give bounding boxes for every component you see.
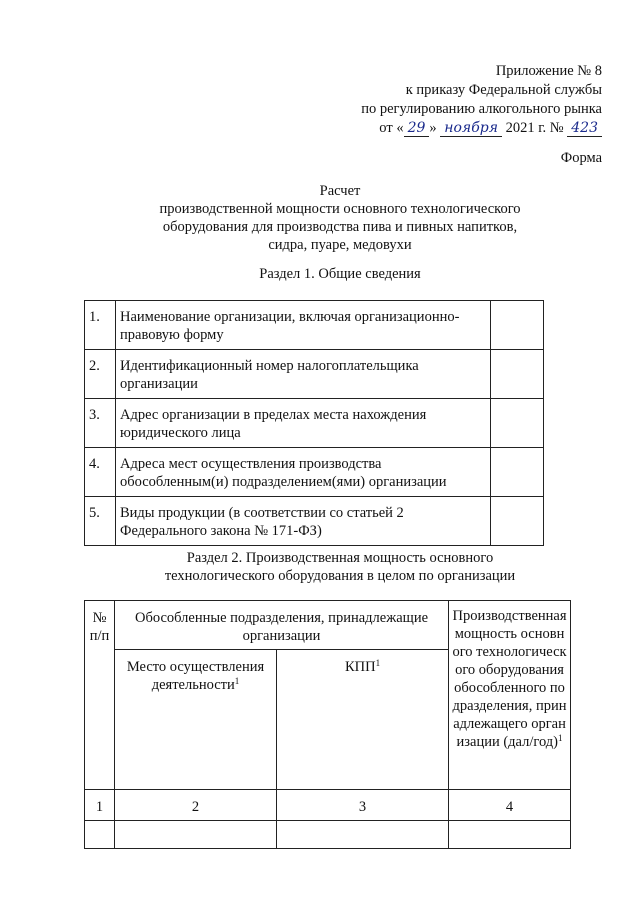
row-label: Адрес организации в пределах места нахождения юридического лица <box>116 399 491 448</box>
index-cell: 1 <box>85 790 115 821</box>
handwritten-number: 423 <box>567 121 602 137</box>
capacity-table <box>84 600 571 849</box>
index-cell: 3 <box>277 790 449 821</box>
row-label: Адреса мест осуществления производства обособленным(и) подразделением(ями) организации <box>116 448 491 497</box>
table-row <box>85 448 544 497</box>
date-quote-close: » <box>429 120 437 136</box>
title-line-3: оборудования для производства пива и пивных напитков, <box>162 219 518 235</box>
table-row <box>85 497 544 546</box>
column-index-row <box>85 790 571 821</box>
header-kpp <box>277 650 449 790</box>
data-cell[interactable] <box>115 821 277 849</box>
header-capacity-text: Производственная мощность основного технологического оборудования обособленного подразделения, принадлежащего организации (дал/год) <box>452 608 567 750</box>
header-kpp-text: КПП <box>344 659 376 675</box>
row-number: 4. <box>85 448 116 497</box>
section2-title-line-2: технологического оборудования в целом по организации <box>164 568 516 584</box>
footnote-mark: 1 <box>375 658 381 668</box>
row-label: Идентификационный номер налогоплательщика организации <box>116 350 491 399</box>
row-value-cell[interactable] <box>491 350 544 399</box>
header-place <box>115 650 277 790</box>
date-prefix: от « <box>379 120 404 136</box>
table-row <box>85 399 544 448</box>
index-cell: 4 <box>449 790 571 821</box>
header-subdivisions: Обособленные подразделения, принадлежащие организации <box>115 601 449 650</box>
appendix-header <box>361 62 602 138</box>
handwritten-month: ноября <box>440 121 502 137</box>
row-label: Виды продукции (в соответствии со статьей 2 Федерального закона № 171-ФЗ) <box>116 497 491 546</box>
general-info-table <box>84 300 544 546</box>
row-value-cell[interactable] <box>491 301 544 350</box>
data-cell[interactable] <box>449 821 571 849</box>
section2-title-line-1: Раздел 2. Производственная мощность основного <box>186 550 494 566</box>
appendix-line-3: по регулированию алкогольного рынка <box>361 101 602 117</box>
footnote-mark: 1 <box>234 676 240 686</box>
row-number: 1. <box>85 301 116 350</box>
row-label: Наименование организации, включая организационно-правовую форму <box>116 301 491 350</box>
document-title <box>90 182 590 254</box>
title-line-2: производственной мощности основного технологического <box>159 201 521 217</box>
row-value-cell[interactable] <box>491 497 544 546</box>
section2-title <box>90 549 590 585</box>
row-value-cell[interactable] <box>491 399 544 448</box>
title-line-1: Расчет <box>319 183 361 199</box>
appendix-line-2: к приказу Федеральной службы <box>405 82 602 98</box>
form-label: Форма <box>560 150 602 166</box>
footnote-mark: 1 <box>558 733 563 743</box>
table-row <box>85 350 544 399</box>
row-number: 5. <box>85 497 116 546</box>
section1-title: Раздел 1. Общие сведения <box>259 266 421 282</box>
handwritten-day: 29 <box>404 121 430 137</box>
data-row <box>85 821 571 849</box>
table-row <box>85 301 544 350</box>
header-place-text: Место осуществления деятельности <box>126 659 265 693</box>
table-header-row <box>85 601 571 650</box>
appendix-date-line <box>361 119 602 138</box>
date-year: 2021 г. № <box>505 120 564 136</box>
header-capacity <box>449 601 571 790</box>
data-cell[interactable] <box>85 821 115 849</box>
data-cell[interactable] <box>277 821 449 849</box>
title-line-4: сидра, пуаре, медовухи <box>268 237 412 253</box>
index-cell: 2 <box>115 790 277 821</box>
row-number: 3. <box>85 399 116 448</box>
row-value-cell[interactable] <box>491 448 544 497</box>
appendix-line-1: Приложение № 8 <box>495 63 602 79</box>
header-num: № п/п <box>85 601 115 790</box>
row-number: 2. <box>85 350 116 399</box>
